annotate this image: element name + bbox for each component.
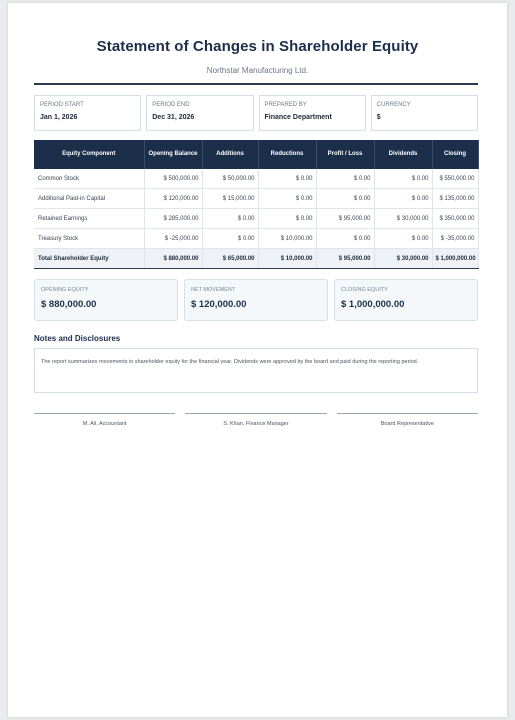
- cell-dividends: $ 0.00: [374, 189, 432, 209]
- column-header: Additions: [202, 140, 258, 169]
- summary-opening-equity: [34, 279, 178, 321]
- meta-info-row: [34, 95, 478, 131]
- table-row: [34, 229, 478, 249]
- cell-closing: $ 350,000.00: [432, 209, 478, 229]
- cell-opening: $ 285,000.00: [144, 209, 202, 229]
- total-component: Total Shareholder Equity: [34, 249, 144, 269]
- cell-closing: $ -35,000.00: [432, 229, 478, 249]
- cell-component: Retained Earnings: [34, 209, 144, 229]
- signature-label: S. Khan, Finance Manager: [223, 421, 289, 427]
- meta-period-start: [34, 95, 141, 131]
- cell-dividends: $ 30,000.00: [374, 209, 432, 229]
- cell-additions: $ 50,000.00: [202, 169, 258, 189]
- statement-page: [8, 3, 507, 717]
- summary-cards: [34, 279, 478, 321]
- table-total-row: [34, 249, 478, 269]
- total-reductions: $ 10,000.00: [258, 249, 316, 269]
- summary-closing-equity: [334, 279, 478, 321]
- header-divider: [34, 83, 478, 85]
- cell-opening: $ 120,000.00: [144, 189, 202, 209]
- meta-value: $: [376, 114, 381, 121]
- total-profit-loss: $ 95,000.00: [316, 249, 374, 269]
- summary-value: $ 1,000,000.00: [341, 299, 405, 310]
- cell-closing: $ 135,000.00: [432, 189, 478, 209]
- summary-label: CLOSING EQUITY: [341, 287, 388, 293]
- meta-value: Jan 1, 2026: [40, 114, 78, 121]
- cell-reductions: $ 0.00: [258, 209, 316, 229]
- column-header: Closing: [432, 140, 478, 169]
- column-header: Reductions: [258, 140, 316, 169]
- meta-label: PERIOD START: [40, 102, 84, 108]
- signature-line: [34, 413, 175, 414]
- cell-reductions: $ 10,000.00: [258, 229, 316, 249]
- summary-value: $ 120,000.00: [191, 299, 247, 310]
- cell-component: Common Stock: [34, 169, 144, 189]
- column-header: Equity Component: [34, 140, 144, 169]
- cell-additions: $ 0.00: [202, 229, 258, 249]
- table-row: [34, 189, 478, 209]
- cell-reductions: $ 0.00: [258, 189, 316, 209]
- summary-net-movement: [184, 279, 328, 321]
- column-header: Profit / Loss: [316, 140, 374, 169]
- total-additions: $ 65,000.00: [202, 249, 258, 269]
- cell-closing: $ 550,000.00: [432, 169, 478, 189]
- meta-value: Dec 31, 2026: [152, 114, 195, 121]
- summary-value: $ 880,000.00: [41, 299, 97, 310]
- meta-label: PREPARED BY: [264, 102, 307, 108]
- total-opening: $ 880,000.00: [144, 249, 202, 269]
- cell-reductions: $ 0.00: [258, 169, 316, 189]
- signature-finance-manager: [185, 413, 326, 427]
- cell-profit-loss: $ 95,000.00: [316, 209, 374, 229]
- meta-label: PERIOD END: [152, 102, 190, 108]
- cell-profit-loss: $ 0.00: [316, 229, 374, 249]
- cell-component: Additional Paid-in Capital: [34, 189, 144, 209]
- summary-label: NET MOVEMENT: [191, 287, 236, 293]
- signature-row: [34, 413, 478, 427]
- table-row: [34, 209, 478, 229]
- company-name: Northstar Manufacturing Ltd.: [206, 66, 309, 75]
- cell-dividends: $ 0.00: [374, 229, 432, 249]
- column-header: Opening Balance: [144, 140, 202, 169]
- notes-text: The report summarizes movements in shareholder equity for the financial year. Dividends were approved by the board and paid during the reporting period.: [34, 348, 478, 393]
- meta-label: CURRENCY: [376, 102, 411, 108]
- cell-profit-loss: $ 0.00: [316, 169, 374, 189]
- meta-prepared-by: [259, 95, 366, 131]
- signature-label: Board Representative: [380, 421, 434, 427]
- summary-label: OPENING EQUITY: [41, 287, 89, 293]
- table-row: [34, 169, 478, 189]
- document-title: Statement of Changes in Shareholder Equity: [96, 38, 419, 55]
- equity-table: [34, 140, 479, 269]
- meta-value: Finance Department: [264, 114, 332, 121]
- signature-accountant: [34, 413, 175, 427]
- signature-board: [337, 413, 478, 427]
- signature-label: M. Ali, Accountant: [82, 421, 127, 427]
- cell-additions: $ 15,000.00: [202, 189, 258, 209]
- total-dividends: $ 30,000.00: [374, 249, 432, 269]
- meta-period-end: [146, 95, 253, 131]
- column-header: Dividends: [374, 140, 432, 169]
- cell-dividends: $ 0.00: [374, 169, 432, 189]
- cell-additions: $ 0.00: [202, 209, 258, 229]
- total-closing: $ 1,000,000.00: [432, 249, 478, 269]
- cell-profit-loss: $ 0.00: [316, 189, 374, 209]
- signature-line: [185, 413, 326, 414]
- signature-line: [337, 413, 478, 414]
- cell-opening: $ -25,000.00: [144, 229, 202, 249]
- table-header-row: [34, 140, 478, 169]
- notes-heading: Notes and Disclosures: [34, 334, 121, 343]
- cell-opening: $ 500,000.00: [144, 169, 202, 189]
- cell-component: Treasury Stock: [34, 229, 144, 249]
- meta-currency: [371, 95, 478, 131]
